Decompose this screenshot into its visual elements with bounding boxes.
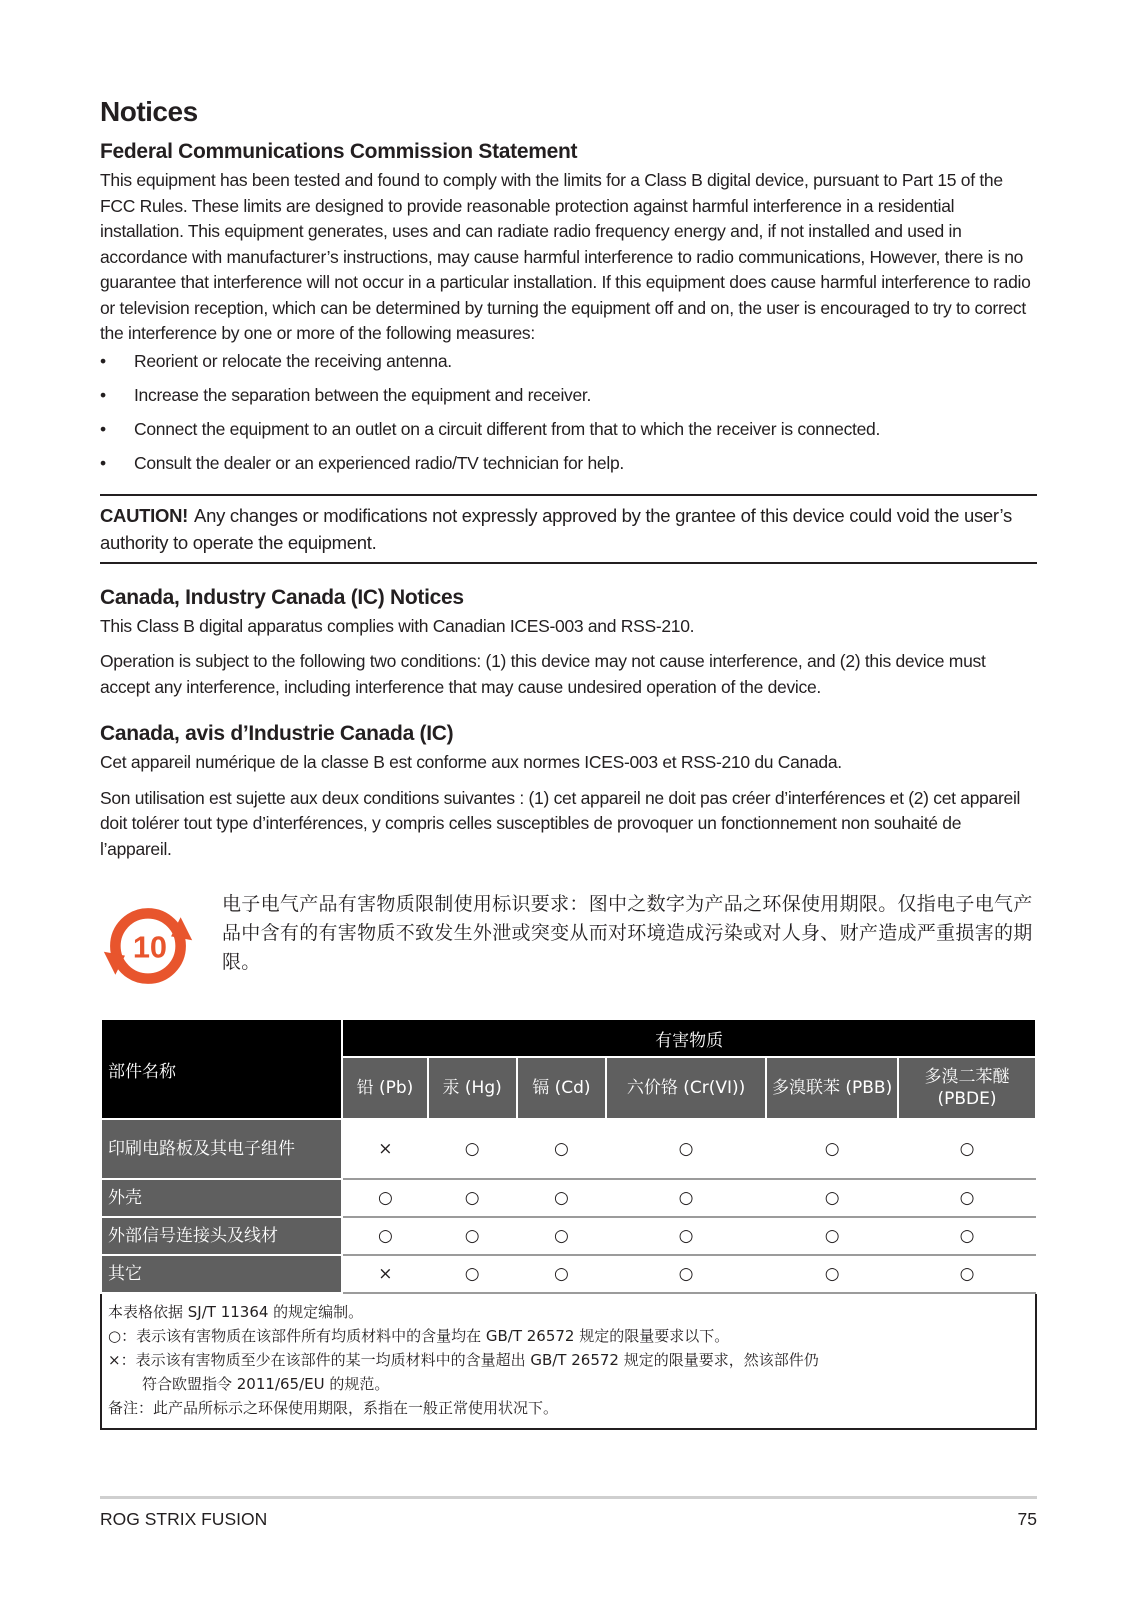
- page-title: Notices: [100, 96, 198, 127]
- note-line: 备注：此产品所标示之环保使用期限，系指在一般正常使用状况下。: [108, 1399, 559, 1417]
- part-name: 印刷电路板及其电子组件: [101, 1119, 342, 1179]
- bullet-icon: •: [100, 418, 106, 439]
- canada-en-heading: Canada, Industry Canada (IC) Notices: [100, 585, 464, 609]
- part-name-header: 部件名称: [101, 1019, 342, 1119]
- bullet-icon: •: [100, 350, 106, 371]
- canada-en-p2: Operation is subject to the following two conditions: (1) this device may not cause interference, and (2) this device must accept any interference, including interference that may cause undesired operation of the device.: [100, 651, 986, 697]
- table-row: [101, 1179, 1036, 1217]
- bullet-icon: •: [100, 452, 106, 473]
- substance-mark: ○: [898, 1119, 1036, 1179]
- caution-label: CAUTION!: [100, 504, 189, 526]
- substance-mark: ○: [606, 1119, 766, 1179]
- list-item: • Reorient or relocate the receiving antenna.: [100, 349, 1037, 374]
- note-line: 本表格依据 SJ/T 11364 的规定编制。: [108, 1303, 364, 1321]
- list-item: • Increase the separation between the equipment and receiver.: [100, 383, 1037, 408]
- canada-fr-heading: Canada, avis d’Industrie Canada (IC): [100, 722, 454, 745]
- substance-mark: ×: [342, 1255, 427, 1293]
- table-notes: [100, 1294, 1037, 1430]
- table-row: [101, 1255, 1036, 1293]
- note-line: ×：表示该有害物质至少在该部件的某一均质材料中的含量超出 GB/T 26572 规定的限量要求，然该部件仍: [108, 1351, 819, 1369]
- logo-number: 10: [132, 929, 168, 965]
- bullet-icon: •: [100, 384, 106, 405]
- column-header: 铅 (Pb): [342, 1057, 427, 1119]
- list-item: • Consult the dealer or an experienced radio/TV technician for help.: [100, 451, 1037, 476]
- substance-mark: ○: [766, 1217, 898, 1255]
- table-row: [101, 1217, 1036, 1255]
- caution-text: Any changes or modifications not expressly approved by the grantee of this device could void the user’s authority to operate the equipment.: [100, 504, 1012, 553]
- substance-mark: ○: [766, 1119, 898, 1179]
- column-header: 镉 (Cd): [517, 1057, 606, 1119]
- substance-mark: ○: [606, 1217, 766, 1255]
- substance-mark: ○: [342, 1217, 427, 1255]
- substance-mark: ○: [428, 1179, 517, 1217]
- note-line: 符合欧盟指令 2011/65/EU 的规范。: [142, 1375, 390, 1393]
- canada-en-section: [100, 586, 1037, 701]
- substance-mark: ○: [342, 1179, 427, 1217]
- list-item: • Connect the equipment to an outlet on a circuit different from that to which the receiver is connected.: [100, 417, 1037, 442]
- column-header: 多溴二苯醚 (PBDE): [898, 1057, 1036, 1119]
- substance-mark: ○: [898, 1217, 1036, 1255]
- caution-box: [100, 494, 1037, 564]
- column-header: 汞 (Hg): [428, 1057, 517, 1119]
- substance-mark: ×: [342, 1119, 427, 1179]
- canada-fr-p1: Cet appareil numérique de la classe B est conforme aux normes ICES-003 et RSS-210 du Canada.: [100, 752, 842, 772]
- notices-page: [100, 96, 1037, 1430]
- hazardous-substance-header: 有害物质: [342, 1019, 1036, 1057]
- china-rohs-text: 电子电气产品有害物质限制使用标识要求：图中之数字为产品之环保使用期限。仅指电子电气产品中含有的有害物质不致发生外泄或突变从而对环境造成污染或对人身、财产造成严重损害的期限。: [222, 893, 1033, 973]
- fcc-measures-list: [100, 349, 1037, 476]
- column-header: 六价铬 (Cr(VI)): [606, 1057, 766, 1119]
- fcc-heading: Federal Communications Commission Statement: [100, 140, 578, 163]
- substance-mark: ○: [898, 1255, 1036, 1293]
- substance-mark: ○: [766, 1179, 898, 1217]
- substance-mark: ○: [606, 1179, 766, 1217]
- substance-mark: ○: [517, 1179, 606, 1217]
- china-rohs-section: [100, 890, 1037, 994]
- part-name: 外部信号连接头及线材: [101, 1217, 342, 1255]
- substance-mark: ○: [428, 1255, 517, 1293]
- hazardous-substances-table: [100, 1018, 1037, 1294]
- page-number: 75: [1017, 1509, 1037, 1529]
- table-row: [101, 1119, 1036, 1179]
- footer-product-name: ROG STRIX FUSION: [100, 1509, 268, 1529]
- part-name: 其它: [101, 1255, 342, 1293]
- substance-mark: ○: [898, 1179, 1036, 1217]
- substance-mark: ○: [428, 1119, 517, 1179]
- note-line: ○：表示该有害物质在该部件所有均质材料中的含量均在 GB/T 26572 规定的限量要求以下。: [108, 1327, 730, 1345]
- substance-mark: ○: [517, 1255, 606, 1293]
- page-footer: [100, 1496, 1037, 1530]
- substance-mark: ○: [517, 1217, 606, 1255]
- substance-mark: ○: [517, 1119, 606, 1179]
- canada-fr-section: [100, 722, 1037, 862]
- canada-fr-p2: Son utilisation est sujette aux deux conditions suivantes : (1) cet appareil ne doit pas créer d’interférences et (2) cet appareil doit tolérer tout type d’interférences, y compris celles susceptibles de provoquer un fonctionnement non souhaité de l’appareil.: [100, 787, 1021, 859]
- fcc-body: This equipment has been tested and found to comply with the limits for a Class B digital device, pursuant to Part 15 of the FCC Rules. These limits are designed to provide reasonable protection against harmful interference in a residential installation. This equipment generates, uses and can radiate radio frequency energy and, if not installed and used in accordance with manufacturer’s instructions, may cause harmful interference to radio communications, However, there is no guarantee that interference will not occur in a particular installation. If this equipment does cause harmful interference to radio or television reception, which can be determined by turning the equipment off and on, the user is encouraged to try to correct the interference by one or more of the following measures:: [100, 170, 1031, 343]
- part-name: 外壳: [101, 1179, 342, 1217]
- substance-mark: ○: [428, 1217, 517, 1255]
- column-header: 多溴联苯 (PBB): [766, 1057, 898, 1119]
- canada-en-p1: This Class B digital apparatus complies with Canadian ICES-003 and RSS-210.: [100, 615, 695, 636]
- substance-mark: ○: [766, 1255, 898, 1293]
- substance-mark: ○: [606, 1255, 766, 1293]
- environmental-period-logo-icon: [100, 898, 196, 994]
